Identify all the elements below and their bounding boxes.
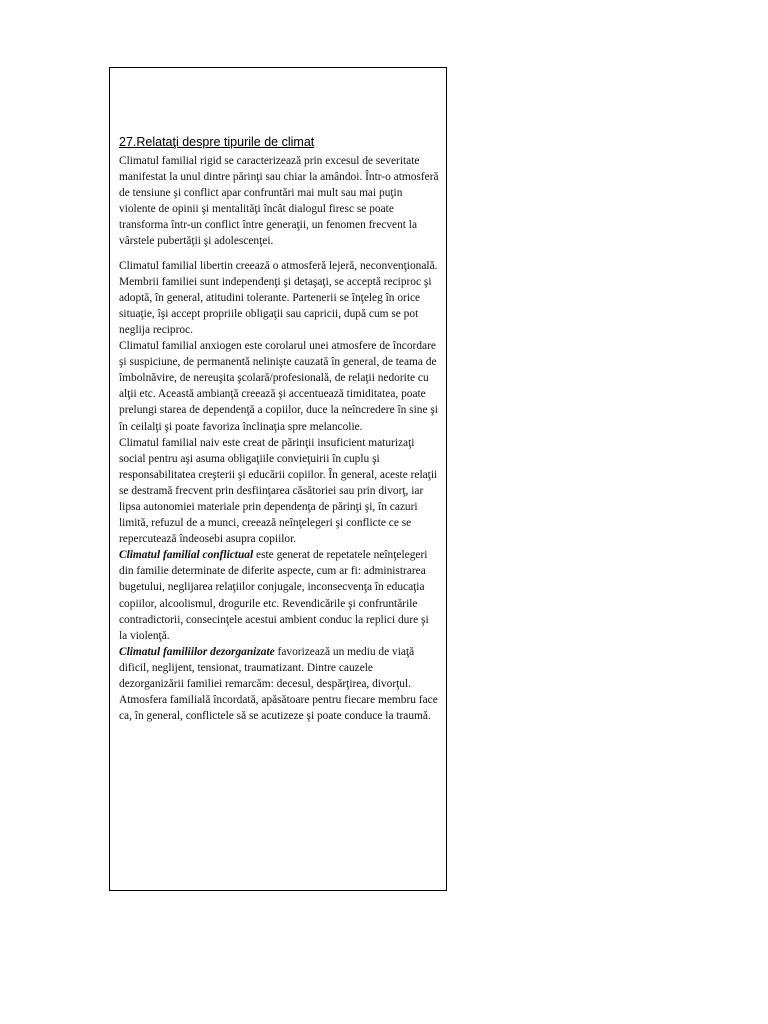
paragraph-text: Climatul familial libertin creează o atmosferă lejeră, neconvenţională. Membrii familiei sunt independenţi şi detaşaţi, se acceptă reciproc şi adoptă, în general, atitudini tolerante. Partenerii se înţeleg în orice situaţie, îşi accept propriile obligaţii sau capricii, după cum se pot neglija reciproc. xyxy=(119,259,438,336)
paragraph-conflictual xyxy=(119,547,439,644)
paragraph-text: Climatul familial anxiogen este corolarul unei atmosfere de încordare şi suspiciune, de permanentă nelinişte cauzată în general, de teama de îmbolnăvire, de nereuşita şcolară/profesională, de relaţii nedorite cu alţii etc. Această ambianţă creează şi accentuează timiditatea, poate prelungi starea de dependenţă a copiilor, duce la neîncredere în sine şi în ceilalţi şi poate favoriza înclinaţia spre melancolie. xyxy=(119,340,438,433)
paragraph-lead: Climatul familial conflictual xyxy=(119,549,254,562)
paragraph-text: este generat de repetatele neînţelegeri din familie determinate de diferite aspecte, cum ar fi: administrarea bugetului, neglijarea relaţiilor conjugale, inconsecvenţa în educaţia copiilor, alcoolismul, drogurile etc. Revendicările şi confruntările contradictorii, consecinţele acestui ambient conduc la replici dure şi la violenţă. xyxy=(119,549,429,642)
paragraph-text: Climatul familial rigid se caracterizează prin excesul de severitate manifestat la unul dintre părinţi sau chiar la amândoi. Într-o atmosferă de tensiune şi conflict apar confruntări mai mult sau mai puţin violente de opinii şi mentalităţi încât dialogul firesc se poate transforma într-un conflict între generaţii, un fenomen frecvent la vârstele pubertăţii şi adolescenţei. xyxy=(119,155,439,248)
paragraph-libertin xyxy=(119,258,439,338)
paragraph-text: Climatul familial naiv este creat de părinţii insuficient maturizaţi social pentru aşi asuma obligaţiile convieţuirii în cuplu şi responsabilitatea creşterii şi educării copiilor. În general, aceste relaţii se destramă frecvent prin desfiinţarea căsătoriei sau prin divorţ, iar lipsa autonomiei materiale prin dependenţa de părinţi şi, în cazuri limită, refuzul de a munci, creează neînţelegeri şi conflicte ce se repercutează îndeosebi asupra copiilor. xyxy=(119,436,438,546)
paragraph-rigid xyxy=(119,153,439,250)
paragraph-dezorganizate xyxy=(119,644,439,724)
document-page xyxy=(109,67,447,891)
paragraph-naiv xyxy=(119,435,439,548)
document-title: 27.Relataţi despre tipurile de climat xyxy=(119,135,315,149)
paragraph-lead: Climatul familiilor dezorganizate xyxy=(119,645,275,658)
paragraph-anxiogen xyxy=(119,338,439,435)
document-content xyxy=(119,134,439,724)
paragraph-text: favorizează un mediu de viaţă dificil, neglijent, tensionat, traumatizant. Dintre cauzele dezorganizării familiei remarcăm: decesul, despărţirea, divorţul. Atmosfera familială încordată, apăsătoare pentru fiecare membru face ca, în general, conflictele să se acutizeze şi poate conduce la traumă. xyxy=(119,645,438,723)
